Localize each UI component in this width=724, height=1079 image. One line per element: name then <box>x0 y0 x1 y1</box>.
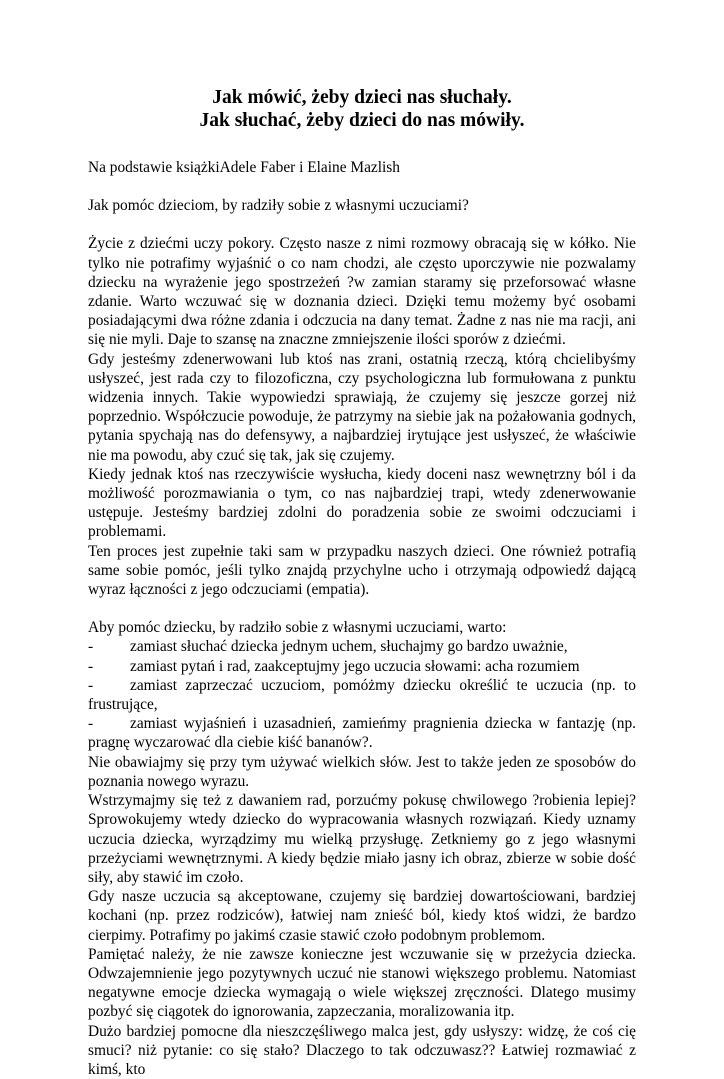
list-item-text: zamiast zaprzeczać uczuciom, pomóżmy dziecku określić te uczucia (np. to frustrujące, <box>88 676 636 714</box>
paragraph: Pamiętać należy, że nie zawsze konieczne jest wczuwanie się w przeżycia dziecka. Odwzajemnienie jego pozytywnych uczuć nie stanowi większego problemu. Natomiast negatywne emocje dziecka wymagają o wiele większej zręczności. Dlatego musimy pozbyć się ciągotek do ignorowania, zapzeczania, moralizowania itp. <box>88 945 636 1021</box>
list-item <box>88 637 636 656</box>
paragraph: Gdy nasze uczucia są akceptowane, czujemy się bardziej dowartościowani, bardziej kochani (np. przez rodziców), łatwiej nam znieść ból, kiedy ktoś widzi, że bardzo cierpimy. Potrafimy po jakimś czasie stawić czoło podobnym problemom. <box>88 888 636 944</box>
document-title <box>88 86 636 132</box>
paragraph: Kiedy jednak ktoś nas rzeczywiście wysłucha, kiedy doceni nasz wewnętrzny ból i da możliwość porozmawiania o tym, co nas najbardziej trapi, wtedy zdenerwowanie ustępuje. Jesteśmy bardziej zdolni do poradzenia sobie ze swoimi odczuciami i problemami. <box>88 465 636 541</box>
list-item-text: zamiast pytań i rad, zaakceptujmy jego uczucia słowami: acha rozumiem <box>130 657 580 675</box>
list-item-text: zamiast wyjaśnień i uzasadnień, zamieńmy pragnienia dziecka w fantazję (np. pragnę wyczarować dla ciebie kiść bananów?. <box>88 715 636 752</box>
paragraph: Nie obawiajmy się przy tym używać wielkich słów. Jest to także jeden ze sposobów do poznania nowego wyrazu. <box>88 753 636 790</box>
section-question: Jak pomóc dzieciom, by radziły sobie z własnymi uczuciami? <box>88 197 469 215</box>
list-dash: - <box>88 638 94 656</box>
list-item <box>88 714 636 752</box>
source-note: Na podstawie książkiAdele Faber i Elaine Mazlish <box>88 159 400 176</box>
list-dash: - <box>88 657 94 675</box>
list-dash: - <box>88 676 94 694</box>
title-line-2: Jak słuchać, żeby dzieci do nas mówiły. <box>199 110 525 131</box>
list-item-text: zamiast słuchać dziecka jednym uchem, słuchajmy go bardzo uważnie, <box>130 638 568 656</box>
list-intro: Aby pomóc dziecku, by radziło sobie z własnymi uczuciami, warto: <box>88 619 507 637</box>
paragraph: Ten proces jest zupełnie taki sam w przypadku naszych dzieci. One również potrafią same sobie pomóc, jeśli tylko znajdą przychylne ucho i otrzymają odpowiedź dającą wyraz łączności z jego odczuciami (empatia). <box>88 542 636 599</box>
paragraph: Życie z dziećmi uczy pokory. Często nasze z nimi rozmowy obracają się w kółko. Nie tylko nie potrafimy wyjaśnić o co nam chodzi, ale często uporczywie nie pozwalamy dziecku na wyrażenie jego spostrzeżeń ?w zamian staramy się przeforsować własne zdanie. Warto wczuwać się w doznania dzieci. Dzięki temu możemy być osobami posiadającymi dwa różne zdania i odczucia na dany temat. Żadne z nas nie ma racji, ani się nie myli. Daje to szansę na znaczne zmniejszenie ilości sporów z dziećmi. <box>88 235 636 349</box>
advice-list <box>88 637 636 752</box>
paragraph: Wstrzymajmy się też z dawaniem rad, porzućmy pokusę chwilowego ?robienia lepiej? Sprowokujemy wtedy dziecko do wypracowania własnych rozwiązań. Kiedy uznamy uczucia dziecka, wyrządzimy mu wielką przysługę. Zetkniemy go z jego własnymi przeżyciami wewnętrznymi. A kiedy będzie miało jasny ich obraz, zbierze w sobie dość siły, aby stawić im czoło. <box>88 792 636 886</box>
list-dash: - <box>88 715 94 733</box>
paragraph: Dużo bardziej pomocne dla nieszczęśliwego malca jest, gdy usłyszy: widzę, że coś cię smuci? niż pytanie: co się stało? Dlaczego to tak odczuwasz?? Łatwiej rozmawiać z kimś, kto <box>88 1022 636 1078</box>
paragraph: Gdy jesteśmy zdenerwowani lub ktoś nas zrani, ostatnią rzeczą, którą chcielibyśmy usłyszeć, jest rada czy to filozoficzna, czy psychologiczna lub formułowana z punktu widzenia innych. Takie wypowiedzi sprawiają, że czujemy się jeszcze gorzej niż poprzednio. Współczucie powoduje, że patrzymy na siebie jak na pożałowania godnych, pytania spychają nas do defensywy, a najbardziej irytujące jest usłyszeć, że właściwie nie ma powodu, aby czuć się tak, jak się czujemy. <box>88 350 636 464</box>
list-item <box>88 676 636 714</box>
title-line-1: Jak mówić, żeby dzieci nas słuchały. <box>212 87 512 108</box>
list-item <box>88 657 636 676</box>
